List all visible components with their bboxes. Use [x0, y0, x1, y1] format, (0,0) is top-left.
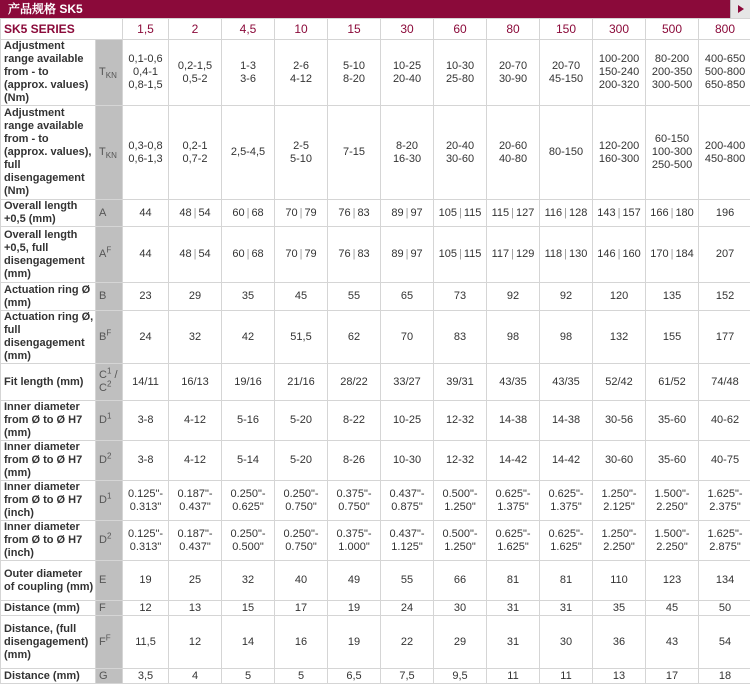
value-cell: 200-400 450-800 [699, 106, 750, 200]
value-cell: 177 [699, 311, 750, 364]
value-cell: 44 [123, 227, 169, 283]
value-cell: 29 [169, 283, 222, 311]
value-cell: 30 [540, 616, 593, 669]
value-cell: 117 | 129 [487, 227, 540, 283]
value-cell: 60 | 68 [222, 200, 275, 227]
value-cell: 155 [646, 311, 699, 364]
value-cell: 143 | 157 [593, 200, 646, 227]
value-cell: 42 [222, 311, 275, 364]
value-cell: 123 [646, 561, 699, 601]
value-cell: 55 [381, 561, 434, 601]
row-symbol: F [96, 601, 123, 616]
value-cell: 50 [699, 601, 750, 616]
size-header-cell: 1,5 [123, 19, 169, 40]
value-cell: 16 [275, 616, 328, 669]
value-cell: 0.375"- 1.000" [328, 521, 381, 561]
value-cell: 89 | 97 [381, 200, 434, 227]
spec-row [1, 561, 750, 601]
size-header-cell: 15 [328, 19, 381, 40]
value-cell: 115 | 127 [487, 200, 540, 227]
value-cell: 8-22 [328, 401, 381, 441]
value-cell: 2,5-4,5 [222, 106, 275, 200]
value-cell: 8-20 16-30 [381, 106, 434, 200]
expand-arrow-icon[interactable] [730, 0, 750, 18]
value-cell: 0,1-0,6 0,4-1 0,8-1,5 [123, 40, 169, 106]
value-cell: 49 [328, 561, 381, 601]
value-cell: 54 [699, 616, 750, 669]
value-cell: 0.250"- 0.750" [275, 521, 328, 561]
value-cell: 0.625"- 1.375" [540, 481, 593, 521]
value-cell: 19 [328, 601, 381, 616]
value-cell: 61/52 [646, 364, 699, 401]
value-cell: 170 | 184 [646, 227, 699, 283]
value-cell: 32 [169, 311, 222, 364]
value-cell: 40-75 [699, 441, 750, 481]
spec-row [1, 669, 750, 684]
row-symbol: E [96, 561, 123, 601]
row-label: Adjustment range available from - to (approx. values), full disengagement (Nm) [1, 106, 96, 200]
row-label: Distance (mm) [1, 669, 96, 684]
row-label: Overall length +0,5 (mm) [1, 200, 96, 227]
value-cell: 118 | 130 [540, 227, 593, 283]
value-cell: 146 | 160 [593, 227, 646, 283]
value-cell: 14-42 [487, 441, 540, 481]
value-cell: 2-6 4-12 [275, 40, 328, 106]
spec-row [1, 481, 750, 521]
value-cell: 5 [222, 669, 275, 684]
row-symbol: $A^F$ [96, 227, 123, 283]
value-cell: 1.625"- 2.875" [699, 521, 750, 561]
value-cell: 0.187"- 0.437" [169, 521, 222, 561]
spec-row [1, 441, 750, 481]
value-cell: 4-12 [169, 441, 222, 481]
value-cell: 1.250"- 2.250" [593, 521, 646, 561]
row-symbol: $F^F$ [96, 616, 123, 669]
value-cell: 0,3-0,8 0,6-1,3 [123, 106, 169, 200]
row-symbol: $D^1$ [96, 481, 123, 521]
value-cell: 100-200 150-240 200-320 [593, 40, 646, 106]
row-label: Distance, (full disengagement) (mm) [1, 616, 96, 669]
value-cell: 81 [487, 561, 540, 601]
value-cell: 44 [123, 200, 169, 227]
value-cell: 14-38 [540, 401, 593, 441]
value-cell: 105 | 115 [434, 200, 487, 227]
value-cell: 10-30 [381, 441, 434, 481]
value-cell: 20-70 30-90 [487, 40, 540, 106]
value-cell: 11 [487, 669, 540, 684]
value-cell: 132 [593, 311, 646, 364]
value-cell: 19 [328, 616, 381, 669]
value-cell: 166 | 180 [646, 200, 699, 227]
value-cell: 33/27 [381, 364, 434, 401]
value-cell: 14 [222, 616, 275, 669]
value-cell: 28/22 [328, 364, 381, 401]
spec-row [1, 200, 750, 227]
value-cell: 70 | 79 [275, 227, 328, 283]
value-cell: 35 [222, 283, 275, 311]
spec-row [1, 227, 750, 283]
value-cell: 43 [646, 616, 699, 669]
spec-row [1, 40, 750, 106]
value-cell: 36 [593, 616, 646, 669]
value-cell: 0.437"- 1.125" [381, 521, 434, 561]
size-header-cell: 150 [540, 19, 593, 40]
value-cell: 11 [540, 669, 593, 684]
value-cell: 76 | 83 [328, 200, 381, 227]
spec-header-title: 产品规格 SK5 [8, 2, 83, 16]
value-cell: 9,5 [434, 669, 487, 684]
value-cell: 1-3 3-6 [222, 40, 275, 106]
row-label: Fit length (mm) [1, 364, 96, 401]
value-cell: 1.250"- 2.125" [593, 481, 646, 521]
value-cell: 70 [381, 311, 434, 364]
row-label: Outer diameter of coupling (mm) [1, 561, 96, 601]
row-symbol: A [96, 200, 123, 227]
value-cell: 92 [487, 283, 540, 311]
row-label: Actuation ring Ø, full disengagement (mm) [1, 311, 96, 364]
value-cell: 12 [169, 616, 222, 669]
value-cell: 0.500"- 1.250" [434, 481, 487, 521]
value-cell: 48 | 54 [169, 227, 222, 283]
row-symbol: $T_{KN}$ [96, 40, 123, 106]
value-cell: 4-12 [169, 401, 222, 441]
value-cell: 10-25 [381, 401, 434, 441]
value-cell: 5-20 [275, 401, 328, 441]
value-cell: 62 [328, 311, 381, 364]
value-cell: 20-60 40-80 [487, 106, 540, 200]
value-cell: 0.375"- 0.750" [328, 481, 381, 521]
value-cell: 135 [646, 283, 699, 311]
value-cell: 17 [646, 669, 699, 684]
value-cell: 110 [593, 561, 646, 601]
row-label: Adjustment range available from - to (approx. values) (Nm) [1, 40, 96, 106]
row-symbol: B [96, 283, 123, 311]
value-cell: 31 [540, 601, 593, 616]
value-cell: 5 [275, 669, 328, 684]
value-cell: 18 [699, 669, 750, 684]
size-header-cell: 10 [275, 19, 328, 40]
value-cell: 5-14 [222, 441, 275, 481]
value-cell: 14-38 [487, 401, 540, 441]
value-cell: 81 [540, 561, 593, 601]
spec-row [1, 106, 750, 200]
value-cell: 66 [434, 561, 487, 601]
row-symbol: $D^2$ [96, 441, 123, 481]
value-cell: 51,5 [275, 311, 328, 364]
value-cell: 45 [646, 601, 699, 616]
size-header-cell: 4,5 [222, 19, 275, 40]
value-cell: 29 [434, 616, 487, 669]
value-cell: 0.125"- 0.313" [123, 521, 169, 561]
row-label: Inner diameter from Ø to Ø H7 (inch) [1, 481, 96, 521]
series-header-row [1, 19, 750, 40]
size-header-cell: 30 [381, 19, 434, 40]
value-cell: 55 [328, 283, 381, 311]
value-cell: 105 | 115 [434, 227, 487, 283]
value-cell: 48 | 54 [169, 200, 222, 227]
value-cell: 2-5 5-10 [275, 106, 328, 200]
value-cell: 76 | 83 [328, 227, 381, 283]
series-label: SK5 SERIES [1, 19, 123, 40]
size-header-cell: 60 [434, 19, 487, 40]
size-header-cell: 80 [487, 19, 540, 40]
value-cell: 0.125"- 0.313" [123, 481, 169, 521]
value-cell: 30-60 [593, 441, 646, 481]
value-cell: 45 [275, 283, 328, 311]
value-cell: 0.250"- 0.500" [222, 521, 275, 561]
size-header-cell: 300 [593, 19, 646, 40]
value-cell: 207 [699, 227, 750, 283]
value-cell: 13 [169, 601, 222, 616]
value-cell: 10-30 25-80 [434, 40, 487, 106]
value-cell: 70 | 79 [275, 200, 328, 227]
value-cell: 24 [123, 311, 169, 364]
value-cell: 0.187"- 0.437" [169, 481, 222, 521]
value-cell: 98 [487, 311, 540, 364]
value-cell: 5-10 8-20 [328, 40, 381, 106]
value-cell: 13 [593, 669, 646, 684]
value-cell: 3-8 [123, 441, 169, 481]
row-label: Overall length +0,5, full disengagement (mm) [1, 227, 96, 283]
value-cell: 17 [275, 601, 328, 616]
row-label: Inner diameter from Ø to Ø H7 (mm) [1, 401, 96, 441]
value-cell: 31 [487, 616, 540, 669]
row-label: Inner diameter from Ø to Ø H7 (inch) [1, 521, 96, 561]
value-cell: 98 [540, 311, 593, 364]
value-cell: 11,5 [123, 616, 169, 669]
value-cell: 120-200 160-300 [593, 106, 646, 200]
value-cell: 35-60 [646, 401, 699, 441]
row-symbol: $B^F$ [96, 311, 123, 364]
value-cell: 0.250"- 0.750" [275, 481, 328, 521]
spec-row [1, 401, 750, 441]
size-header-cell: 800 [699, 19, 750, 40]
value-cell: 43/35 [540, 364, 593, 401]
value-cell: 400-650 500-800 650-850 [699, 40, 750, 106]
spec-row [1, 521, 750, 561]
value-cell: 0,2-1 0,7-2 [169, 106, 222, 200]
spec-row [1, 616, 750, 669]
value-cell: 80-150 [540, 106, 593, 200]
value-cell: 12-32 [434, 441, 487, 481]
value-cell: 4 [169, 669, 222, 684]
value-cell: 196 [699, 200, 750, 227]
value-cell: 7,5 [381, 669, 434, 684]
value-cell: 39/31 [434, 364, 487, 401]
value-cell: 21/16 [275, 364, 328, 401]
spec-row [1, 283, 750, 311]
value-cell: 80-200 200-350 300-500 [646, 40, 699, 106]
value-cell: 152 [699, 283, 750, 311]
value-cell: 10-25 20-40 [381, 40, 434, 106]
value-cell: 35 [593, 601, 646, 616]
value-cell: 1.500"- 2.250" [646, 481, 699, 521]
value-cell: 8-26 [328, 441, 381, 481]
value-cell: 25 [169, 561, 222, 601]
value-cell: 1.625"- 2.375" [699, 481, 750, 521]
value-cell: 5-16 [222, 401, 275, 441]
value-cell: 24 [381, 601, 434, 616]
value-cell: 89 | 97 [381, 227, 434, 283]
row-label: Inner diameter from Ø to Ø H7 (mm) [1, 441, 96, 481]
value-cell: 32 [222, 561, 275, 601]
value-cell: 7-15 [328, 106, 381, 200]
value-cell: 134 [699, 561, 750, 601]
spec-row [1, 364, 750, 401]
spec-table [0, 18, 750, 684]
value-cell: 40 [275, 561, 328, 601]
value-cell: 74/48 [699, 364, 750, 401]
value-cell: 0.500"- 1.250" [434, 521, 487, 561]
value-cell: 20-40 30-60 [434, 106, 487, 200]
value-cell: 6,5 [328, 669, 381, 684]
value-cell: 116 | 128 [540, 200, 593, 227]
value-cell: 60-150 100-300 250-500 [646, 106, 699, 200]
spec-header-bar [0, 0, 750, 18]
row-symbol: $D^2$ [96, 521, 123, 561]
value-cell: 12-32 [434, 401, 487, 441]
value-cell: 40-62 [699, 401, 750, 441]
value-cell: 0.625"- 1.625" [487, 521, 540, 561]
size-header-cell: 2 [169, 19, 222, 40]
value-cell: 83 [434, 311, 487, 364]
spec-table-body [1, 19, 750, 684]
value-cell: 5-20 [275, 441, 328, 481]
row-label: Actuation ring Ø (mm) [1, 283, 96, 311]
value-cell: 73 [434, 283, 487, 311]
spec-row [1, 311, 750, 364]
value-cell: 0.250"- 0.625" [222, 481, 275, 521]
value-cell: 65 [381, 283, 434, 311]
value-cell: 35-60 [646, 441, 699, 481]
value-cell: 30 [434, 601, 487, 616]
size-header-cell: 500 [646, 19, 699, 40]
value-cell: 0.437"- 0.875" [381, 481, 434, 521]
row-symbol: $T_{KN}$ [96, 106, 123, 200]
value-cell: 14-42 [540, 441, 593, 481]
value-cell: 16/13 [169, 364, 222, 401]
value-cell: 31 [487, 601, 540, 616]
value-cell: 20-70 45-150 [540, 40, 593, 106]
value-cell: 14/11 [123, 364, 169, 401]
value-cell: 1.500"- 2.250" [646, 521, 699, 561]
value-cell: 0,2-1,5 0,5-2 [169, 40, 222, 106]
value-cell: 22 [381, 616, 434, 669]
row-symbol: G [96, 669, 123, 684]
spec-row [1, 601, 750, 616]
row-label: Distance (mm) [1, 601, 96, 616]
value-cell: 60 | 68 [222, 227, 275, 283]
value-cell: 30-56 [593, 401, 646, 441]
value-cell: 52/42 [593, 364, 646, 401]
value-cell: 3,5 [123, 669, 169, 684]
value-cell: 12 [123, 601, 169, 616]
value-cell: 23 [123, 283, 169, 311]
value-cell: 0.625"- 1.625" [540, 521, 593, 561]
value-cell: 19/16 [222, 364, 275, 401]
row-symbol: $D^1$ [96, 401, 123, 441]
value-cell: 43/35 [487, 364, 540, 401]
value-cell: 0.625"- 1.375" [487, 481, 540, 521]
row-symbol: $C^1 / C^2$ [96, 364, 123, 401]
value-cell: 92 [540, 283, 593, 311]
value-cell: 15 [222, 601, 275, 616]
value-cell: 3-8 [123, 401, 169, 441]
value-cell: 19 [123, 561, 169, 601]
value-cell: 120 [593, 283, 646, 311]
